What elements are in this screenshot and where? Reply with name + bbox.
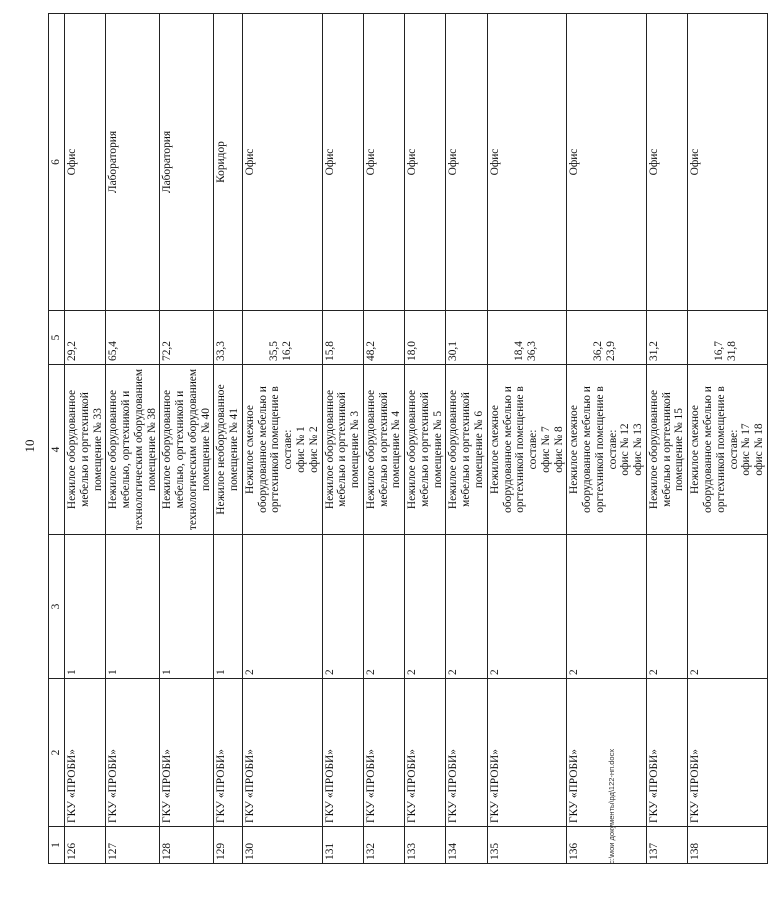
- premises-type-cell: Офис: [242, 14, 322, 311]
- table-row: [214, 14, 243, 864]
- organization-cell: ГКУ «ПРОБИ»: [646, 679, 687, 827]
- quantity-cell: 2: [487, 535, 567, 679]
- sub-office-label: офис № 18: [753, 423, 766, 476]
- description-cell: [405, 365, 446, 535]
- quantity-cell: 2: [363, 535, 404, 679]
- description-text: Нежилое оборудованное мебелью, оргтехникой и технологическим оборудованием помещение № 38: [107, 368, 158, 531]
- row-number-cell: 138: [688, 827, 768, 864]
- row-number-cell: 131: [322, 827, 363, 864]
- description-text: Нежилое смежное оборудованное мебелью и оргтехникой помещение в составе:: [568, 386, 619, 513]
- area-spacer: [701, 314, 713, 361]
- description-text: Нежилое оборудованное мебелью и оргтехникой помещение № 3: [323, 389, 362, 510]
- row-number-cell: 127: [106, 827, 160, 864]
- row-number-cell: 133: [405, 827, 446, 864]
- row-number-cell: 129: [214, 827, 243, 864]
- table-row: [487, 14, 567, 864]
- premises-table: [48, 13, 768, 864]
- table-row: [160, 14, 214, 864]
- area-cell: 30,1: [446, 311, 487, 365]
- area-cell: [567, 311, 647, 365]
- table-row: [446, 14, 487, 864]
- premises-type-cell: Лаборатория: [160, 14, 214, 311]
- premises-type-cell: Коридор: [214, 14, 243, 311]
- organization-cell: ГКУ «ПРОБИ»: [446, 679, 487, 827]
- premises-type-cell: Офис: [487, 14, 567, 311]
- quantity-cell: 1: [65, 535, 106, 679]
- row-number-cell: 128: [160, 827, 214, 864]
- description-cell: [322, 365, 363, 535]
- area-spacer: [580, 314, 592, 361]
- description-text: Нежилое оборудованное мебелью и оргтехникой помещение № 6: [447, 389, 485, 510]
- area-cell: 72,2: [160, 311, 214, 365]
- row-number-cell: 126: [65, 827, 106, 864]
- sub-office-label: офис № 7: [539, 426, 552, 473]
- organization-cell: ГКУ «ПРОБИ»: [688, 679, 768, 827]
- row-number-cell: 134: [446, 827, 487, 864]
- table-row: [242, 14, 322, 864]
- description-text: Нежилое оборудованное мебелью и оргтехникой помещение № 5: [406, 389, 444, 510]
- area-cell: [242, 311, 322, 365]
- area-cell: [688, 311, 768, 365]
- quantity-cell: 2: [688, 535, 768, 679]
- quantity-cell: 2: [322, 535, 363, 679]
- description-text: Нежилое смежное оборудованное мебелью и оргтехникой помещение в составе:: [689, 386, 740, 513]
- premises-type-cell: Офис: [646, 14, 687, 311]
- description-text: Нежилое смежное оборудованное мебелью и оргтехникой помещение в составе:: [243, 386, 295, 513]
- table-row: [322, 14, 363, 864]
- description-text: Нежилое оборудованное мебелью и оргтехникой помещение № 4: [364, 389, 403, 510]
- table-row: [646, 14, 687, 864]
- area-cell: 65,4: [106, 311, 160, 365]
- row-number-cell: 130: [242, 827, 322, 864]
- sub-office-label: офис № 12: [619, 423, 632, 476]
- table-row: [567, 14, 647, 864]
- row-number-cell: 135: [487, 827, 567, 864]
- sub-area-value: 23,9: [605, 341, 618, 361]
- area-spacer: [489, 314, 501, 361]
- description-cell: [688, 365, 768, 535]
- header-cell: 1: [49, 827, 65, 864]
- row-number-cell: 137: [646, 827, 687, 864]
- description-cell: [242, 365, 322, 535]
- area-cell: 31,2: [646, 311, 687, 365]
- sub-office-label: офис № 13: [632, 423, 645, 476]
- organization-cell: ГКУ «ПРОБИ»: [160, 679, 214, 827]
- organization-cell: ГКУ «ПРОБИ»: [487, 679, 567, 827]
- description-cell: [567, 365, 647, 535]
- description-cell: [646, 365, 687, 535]
- premises-type-cell: Офис: [65, 14, 106, 311]
- sub-area-value: 16,2: [280, 341, 293, 361]
- table-row: [65, 14, 106, 864]
- header-cell: 4: [49, 365, 65, 535]
- description-cell: [363, 365, 404, 535]
- premises-type-cell: Офис: [688, 14, 768, 311]
- area-cell: 18,0: [405, 311, 446, 365]
- header-row: [49, 14, 65, 864]
- area-spacer: [689, 314, 701, 361]
- premises-type-cell: Лаборатория: [106, 14, 160, 311]
- quantity-cell: 2: [567, 535, 647, 679]
- organization-cell: ГКУ «ПРОБИ»: [106, 679, 160, 827]
- area-spacer: [244, 314, 256, 361]
- footer-file-path: c:\мои документы\рд\122-нп.docx: [607, 748, 616, 864]
- table-row: [688, 14, 768, 864]
- organization-cell: ГКУ «ПРОБИ»: [567, 679, 647, 827]
- page-number: 10: [22, 439, 37, 453]
- row-number-cell: 136: [567, 827, 647, 864]
- area-cell: 29,2: [65, 311, 106, 365]
- premises-type-cell: Офис: [405, 14, 446, 311]
- rotated-page: [20, 12, 766, 892]
- area-cell: [487, 311, 567, 365]
- header-cell: 6: [49, 14, 65, 311]
- sub-office-label: офис № 2: [307, 426, 320, 473]
- description-text: Нежилое оборудованное мебелью и оргтехникой помещение № 15: [647, 389, 686, 510]
- description-cell: [214, 365, 243, 535]
- area-spacer: [501, 314, 513, 361]
- quantity-cell: 1: [160, 535, 214, 679]
- organization-cell: ГКУ «ПРОБИ»: [322, 679, 363, 827]
- quantity-cell: 1: [106, 535, 160, 679]
- quantity-cell: 2: [446, 535, 487, 679]
- table-row: [405, 14, 446, 864]
- quantity-cell: 2: [646, 535, 687, 679]
- sub-area-value: 36,3: [525, 341, 538, 361]
- sub-office-label: офис № 1: [295, 426, 308, 473]
- premises-type-cell: Офис: [567, 14, 647, 311]
- sub-area-value: 31,8: [725, 341, 738, 361]
- description-text: Нежилое оборудованное мебелью, оргтехникой и технологическим оборудованием помещение № 40: [161, 368, 212, 531]
- area-spacer: [256, 314, 268, 361]
- organization-cell: ГКУ «ПРОБИ»: [242, 679, 322, 827]
- header-cell: 2: [49, 679, 65, 827]
- table-row: [106, 14, 160, 864]
- description-text: Нежилое смежное оборудованное мебелью и оргтехникой помещение в составе:: [488, 386, 540, 513]
- area-cell: 15,8: [322, 311, 363, 365]
- sub-area-value: 35,5: [267, 341, 280, 361]
- area-cell: 33,3: [214, 311, 243, 365]
- header-cell: 3: [49, 535, 65, 679]
- quantity-cell: 1: [214, 535, 243, 679]
- row-number-cell: 132: [363, 827, 404, 864]
- description-text: Нежилое необорудованное помещение № 41: [215, 384, 241, 515]
- description-cell: [487, 365, 567, 535]
- area-cell: 48,2: [363, 311, 404, 365]
- premises-type-cell: Офис: [363, 14, 404, 311]
- quantity-cell: 2: [405, 535, 446, 679]
- description-cell: [446, 365, 487, 535]
- organization-cell: ГКУ «ПРОБИ»: [405, 679, 446, 827]
- sub-office-label: офис № 17: [740, 423, 753, 476]
- table-row: [363, 14, 404, 864]
- description-cell: [160, 365, 214, 535]
- quantity-cell: 2: [242, 535, 322, 679]
- sub-office-label: офис № 8: [552, 426, 565, 473]
- sub-area-value: 36,2: [592, 341, 605, 361]
- description-cell: [65, 365, 106, 535]
- sub-area-value: 16,7: [713, 341, 726, 361]
- organization-cell: ГКУ «ПРОБИ»: [363, 679, 404, 827]
- premises-type-cell: Офис: [322, 14, 363, 311]
- area-spacer: [568, 314, 580, 361]
- premises-type-cell: Офис: [446, 14, 487, 311]
- description-cell: [106, 365, 160, 535]
- sub-area-value: 18,4: [512, 341, 525, 361]
- organization-cell: ГКУ «ПРОБИ»: [214, 679, 243, 827]
- header-cell: 5: [49, 311, 65, 365]
- description-text: Нежилое оборудованное мебелью и оргтехникой помещение № 33: [66, 389, 104, 510]
- organization-cell: ГКУ «ПРОБИ»: [65, 679, 106, 827]
